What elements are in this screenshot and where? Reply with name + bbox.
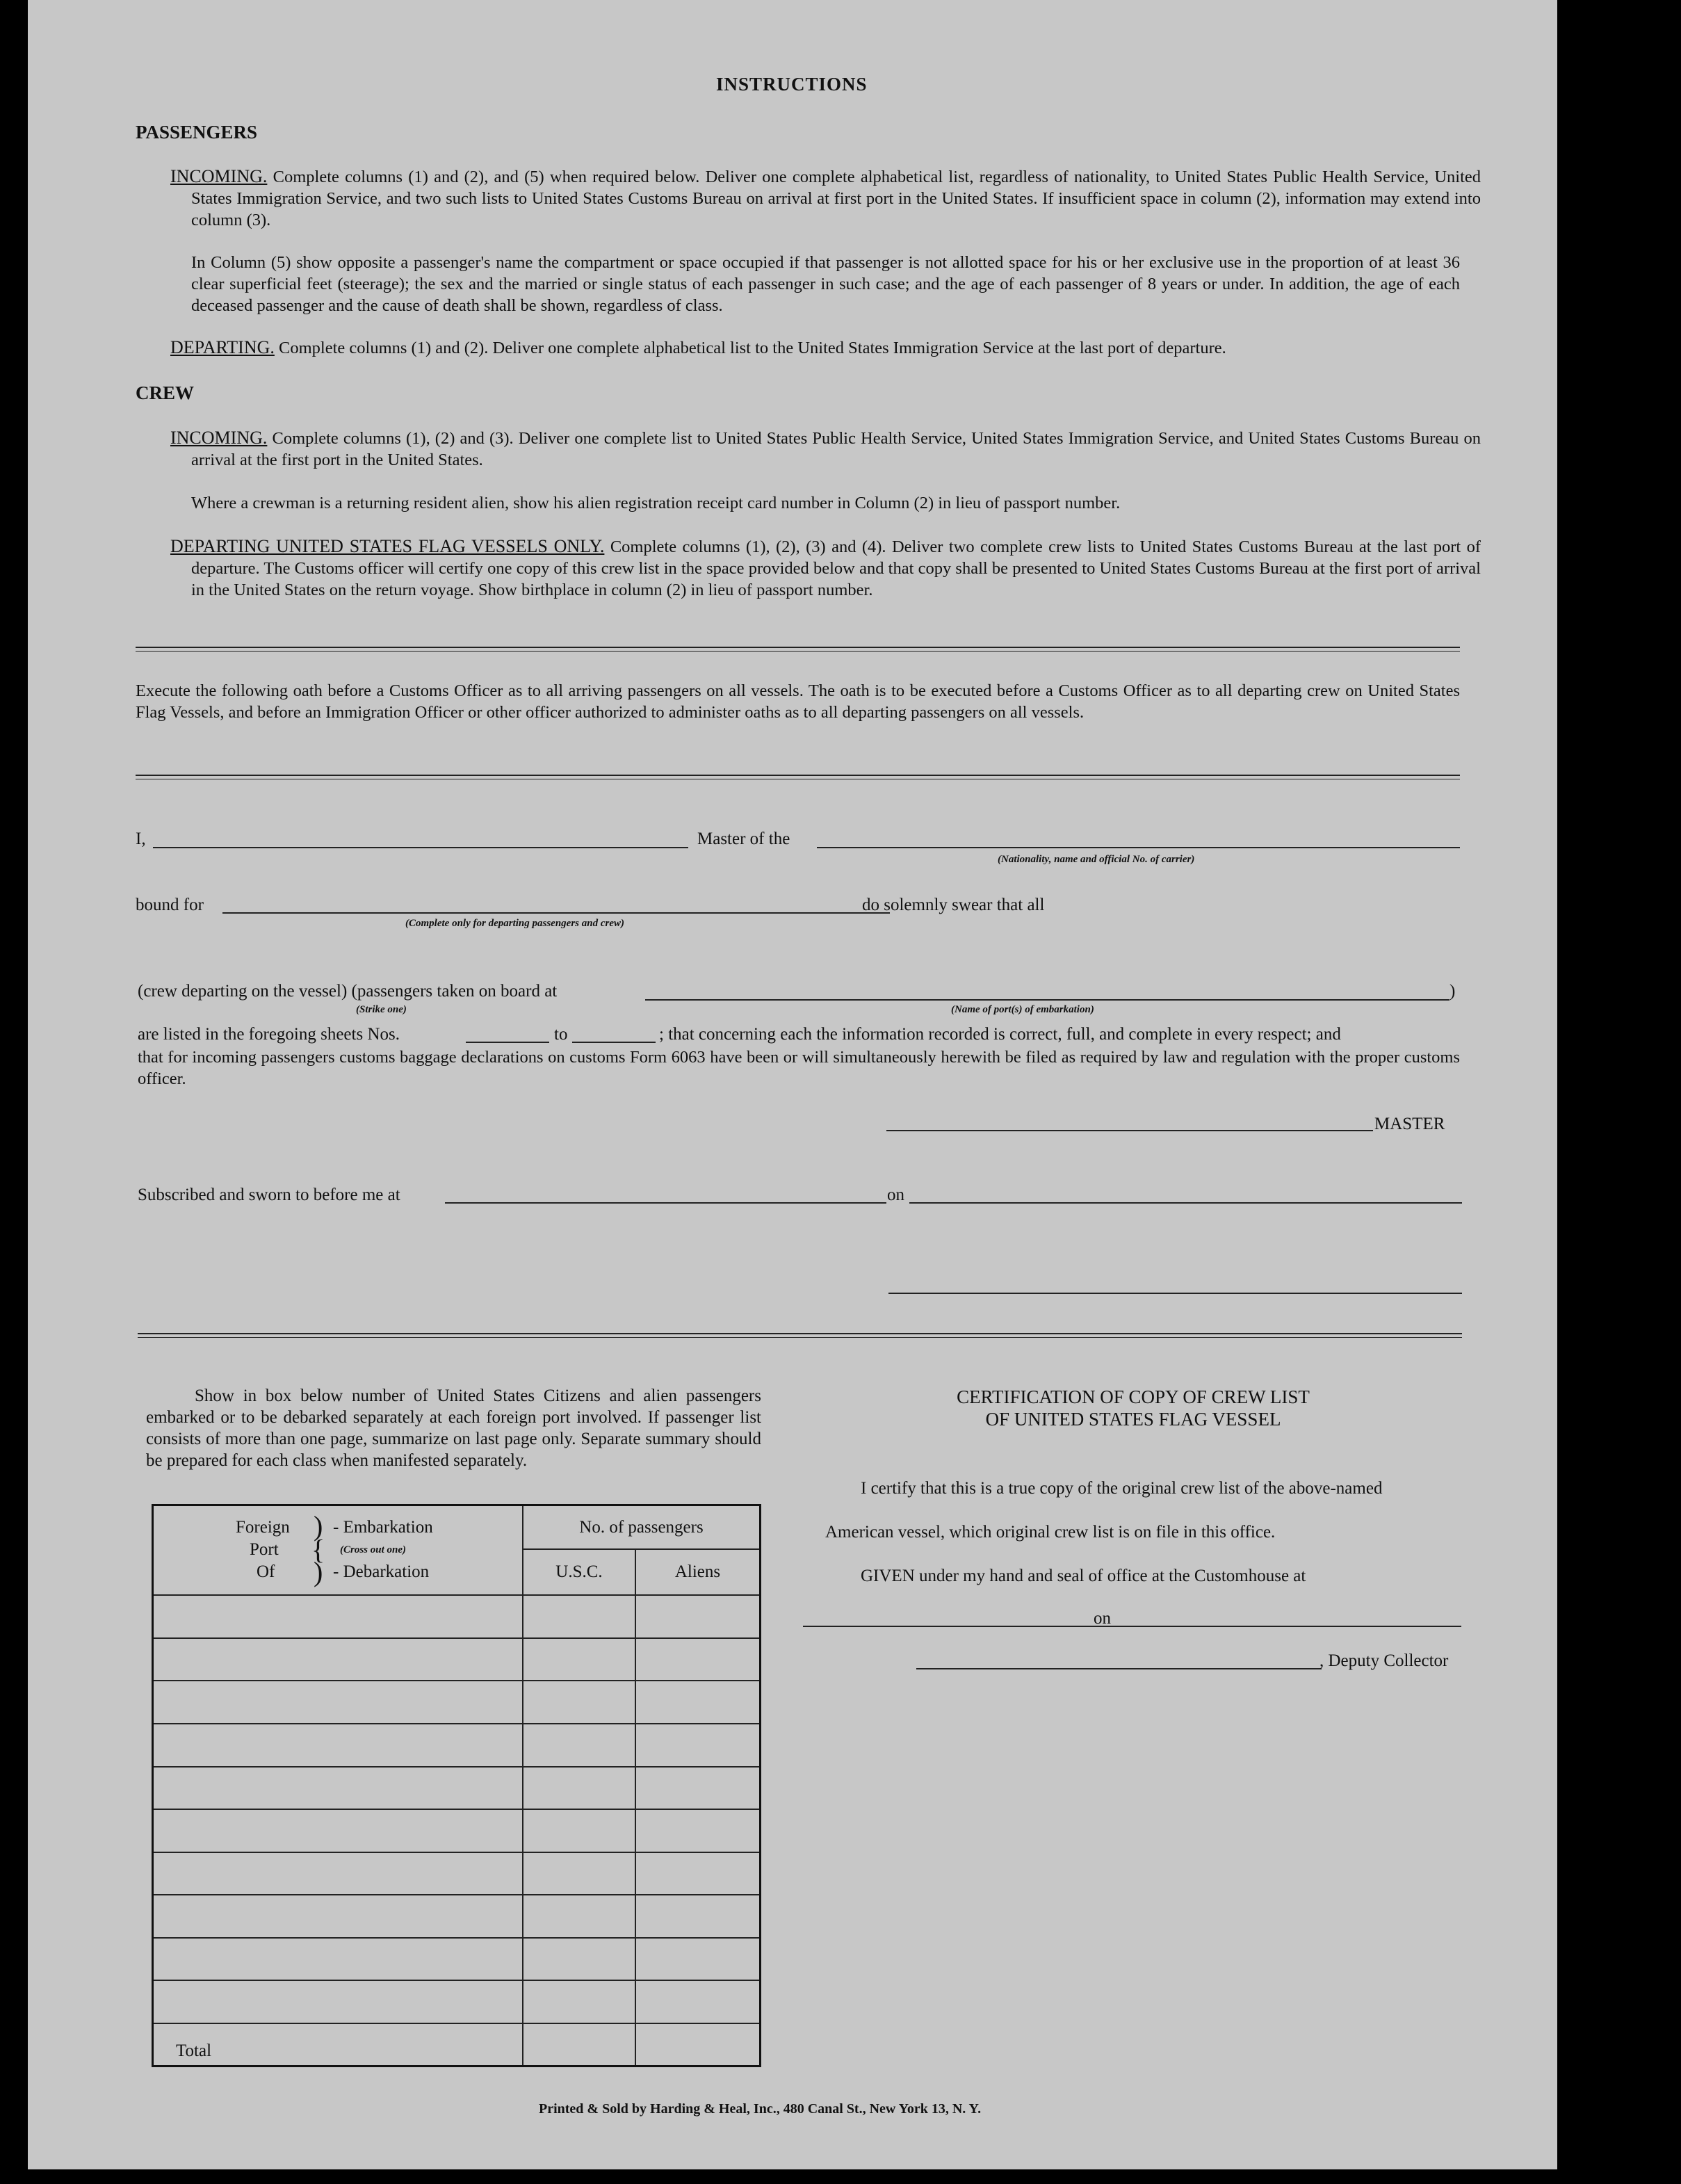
passengers-departing-paragraph [170,337,1481,359]
port-cell[interactable] [153,1638,523,1681]
port-cell[interactable] [153,1595,523,1638]
divider-rule [136,647,1460,648]
usc-cell[interactable] [523,1938,635,1981]
swear-text: do solemnly swear that all [862,896,1045,914]
master-label: MASTER [1374,1115,1445,1133]
certification-line1: I certify that this is a true copy of the original crew list of the above-named [861,1479,1383,1498]
port-cell[interactable] [153,1980,523,2023]
listed-suffix: ; that concerning each the information recorded is correct, full, and complete in every respect; and [659,1025,1341,1044]
usc-total-cell[interactable] [523,2023,635,2066]
master-signature-field[interactable] [886,1130,1373,1131]
crew-departing-lead: DEPARTING UNITED STATES FLAG VESSELS ONLY. [170,536,605,556]
aliens-cell[interactable] [635,1938,761,1981]
listed-to: to [554,1025,568,1044]
crew-departing-text: (crew departing on the vessel) (passengers taken on board at [138,982,558,1001]
total-row [153,2023,761,2066]
embarkation-port-field[interactable] [645,999,1449,1001]
divider-rule [136,651,1460,652]
table-row [153,1895,761,1938]
usc-cell[interactable] [523,1638,635,1681]
carrier-field[interactable] [817,847,1460,848]
subscribed-place-field[interactable] [445,1202,886,1204]
aliens-cell[interactable] [635,1638,761,1681]
usc-cell[interactable] [523,1809,635,1852]
certification-line3: GIVEN under my hand and seal of office at the Customhouse at [861,1567,1306,1585]
aliens-cell[interactable] [635,1724,761,1767]
oath-i-label: I, [136,830,146,848]
brace-icon: ) [314,1555,323,1587]
crew-incoming-lead: INCOMING. [170,428,268,448]
nationality-note: (Nationality, name and official No. of carrier) [998,854,1195,865]
certification-date-field[interactable] [1114,1626,1461,1627]
listed-rest: that for incoming passengers customs baggage declarations on customs Form 6063 have been or will simultaneously herewith be filed as required by law and regulation with the proper customs officer. [138,1048,1460,1088]
aliens-cell[interactable] [635,1809,761,1852]
brace-icon: { [311,1533,325,1565]
subscribed-on-label: on [887,1186,904,1204]
sheet-from-field[interactable] [466,1042,549,1043]
foreign-label: Foreign [236,1517,290,1537]
bound-for-label: bound for [136,896,204,914]
bound-for-field[interactable] [222,912,890,914]
form-sheet [28,0,1557,2169]
crew-heading: CREW [136,382,195,403]
divider-rule [138,1333,1462,1334]
port-cell[interactable] [153,1895,523,1938]
page-title: INSTRUCTIONS [716,74,868,95]
master-of-the-label: Master of the [697,830,790,848]
customhouse-field[interactable] [803,1626,1119,1627]
aliens-cell[interactable] [635,1895,761,1938]
subscribed-date-field[interactable] [909,1202,1462,1204]
certification-on-label: on [1094,1609,1111,1628]
port-cell[interactable] [153,1938,523,1981]
sheet-to-field[interactable] [572,1042,656,1043]
aliens-cell[interactable] [635,1681,761,1724]
aliens-header: Aliens [635,1549,761,1595]
port-cell[interactable] [153,1724,523,1767]
usc-cell[interactable] [523,1767,635,1810]
passengers-incoming-paragraph [170,165,1481,231]
crew-resident-paragraph: Where a crewman is a returning resident alien, show his alien registration receipt card number in Column (2) in lieu of passport number. [191,494,1121,512]
crew-incoming-paragraph [170,427,1481,471]
table-row [153,1638,761,1681]
master-name-field[interactable] [153,847,688,848]
bound-note: (Complete only for departing passengers and crew) [405,918,624,929]
subscribed-label: Subscribed and sworn to before me at [138,1186,400,1204]
certification-line2: American vessel, which original crew list is on file in this office. [825,1523,1276,1542]
passengers-departing-text: Complete columns (1) and (2). Deliver one complete alphabetical list to the United States Immigration Service at the last port of departure. [279,339,1226,357]
aliens-cell[interactable] [635,1767,761,1810]
close-paren: ) [1449,982,1456,1001]
oath-intro: Execute the following oath before a Customs Officer as to all arriving passengers on all vessels. The oath is to be executed before a Customs Officer as to all departing crew on United States Flag Vessels, and before an Immigration Officer or other officer authorized to administer oaths as to all departing passengers on all vessels. [136,681,1460,722]
deputy-signature-field[interactable] [916,1668,1322,1669]
port-cell[interactable] [153,1681,523,1724]
table-row [153,1938,761,1981]
usc-cell[interactable] [523,1681,635,1724]
passenger-summary-table [152,1504,761,2067]
passengers-column5-paragraph: In Column (5) show opposite a passenger's name the compartment or space occupied if that passenger is not allotted space for his or her exclusive use in the proportion of at least 36 clear superficial feet (steerage); the sex and the married or single status of each passenger in such case; and the age of each passenger of 8 years or under. In addition, the age of each deceased passenger and the cause of death shall be shown, regardless of class. [191,253,1460,315]
officer-signature-field[interactable] [888,1293,1462,1294]
passengers-heading: PASSENGERS [136,122,258,143]
aliens-cell[interactable] [635,1595,761,1638]
summary-caption: Show in box below number of United States Citizens and alien passengers embarked or to be debarked separately at each foreign port involved. If passenger list consists of more than one page, summarize on last page only. Separate summary should be prepared for each class when manifested separately. [146,1386,761,1470]
certification-title-line2: OF UNITED STATES FLAG VESSEL [985,1409,1281,1430]
listed-prefix: are listed in the foregoing sheets Nos. [138,1025,400,1044]
table-row [153,1681,761,1724]
crew-incoming-text: Complete columns (1), (2) and (3). Deliver one complete list to United States Public Health Service, United States Immigration Service, and United States Customs Bureau on arrival at the first port in the United States. [191,429,1481,469]
cross-out-note: (Cross out one) [340,1544,407,1555]
usc-cell[interactable] [523,1852,635,1895]
table-row [153,1724,761,1767]
usc-cell[interactable] [523,1895,635,1938]
port-note: (Name of port(s) of embarkation) [951,1004,1094,1015]
usc-cell[interactable] [523,1595,635,1638]
aliens-cell[interactable] [635,1980,761,2023]
port-cell[interactable] [153,1809,523,1852]
port-cell[interactable] [153,1767,523,1810]
port-header-cell [153,1505,523,1596]
crew-departing-paragraph [170,535,1481,601]
port-cell[interactable] [153,1852,523,1895]
aliens-total-cell[interactable] [635,2023,761,2066]
brace-icon: ) [314,1510,323,1542]
divider-rule [138,1337,1462,1338]
passengers-incoming-lead: INCOMING. [170,166,268,186]
certification-title-line1: CERTIFICATION OF COPY OF CREW LIST [957,1386,1310,1407]
passengers-departing-lead: DEPARTING. [170,337,275,357]
total-label: Total [153,2023,523,2066]
deputy-collector-label: , Deputy Collector [1319,1651,1449,1670]
usc-cell[interactable] [523,1724,635,1767]
table-row [153,1852,761,1895]
usc-header: U.S.C. [523,1549,635,1595]
table-row [153,1595,761,1638]
divider-rule [136,775,1460,776]
crew-departing-text: Complete columns (1), (2), (3) and (4). Deliver two complete crew lists to United States Customs Bureau at the last port of departure. The Customs officer will certify one copy of this crew list in the space provided below and that copy shall be presented to United States Customs Bureau at the first port of arrival in the United States on the return voyage. Show birthplace in column (2) in lieu of passport number. [191,537,1481,599]
embarkation-label: - Embarkation [333,1517,433,1537]
debarkation-label: - Debarkation [333,1562,430,1581]
of-label: Of [257,1562,275,1581]
strike-one-note: (Strike one) [356,1004,407,1015]
aliens-cell[interactable] [635,1852,761,1895]
passengers-incoming-text: Complete columns (1) and (2), and (5) when required below. Deliver one complete alphabetical list, regardless of nationality, to United States Public Health Service, United States Immigration Service, and two such lists to United States Customs Bureau on arrival at first port in the United States. If insufficient space in column (2), information may extend into column (3). [191,168,1481,229]
table-row [153,1980,761,2023]
printer-footer: Printed & Sold by Harding & Heal, Inc., 480 Canal St., New York 13, N. Y. [539,2101,982,2117]
table-row [153,1809,761,1852]
port-label: Port [250,1539,279,1559]
usc-cell[interactable] [523,1980,635,2023]
table-row [153,1767,761,1810]
no-of-passengers-header: No. of passengers [523,1505,761,1550]
